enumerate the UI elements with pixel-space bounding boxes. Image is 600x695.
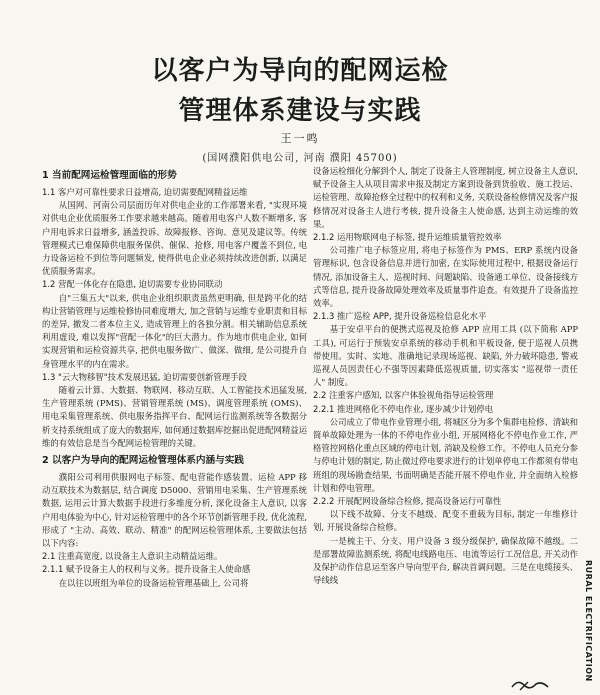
paragraph: 基于安卓平台的便携式巡视及抢修 APP 应用工具 (以下简称 APP 工具), 可运行于预装安卓系统的移动手机和平板设备, 便于巡视人员携带使用。实时、实地、准确地记录现场巡视、缺陷, 外力破坏隐患, 警戒巡视人员因责任心不强等因素降低巡视质量, 切实落实 "巡视带一责任人" 制度。 (313, 324, 578, 388)
paragraph: 在以往以班组为单位的设备运检管理基础上, 公司将 (58, 577, 249, 588)
section-heading: 1 当前配网运检管理面临的形势 (42, 170, 177, 181)
author: 王一鸣 (280, 132, 320, 145)
right-column (313, 165, 578, 588)
section-heading: 2.1.3 推广巡检 APP, 提升设备巡检信息化水平 (313, 311, 487, 322)
paragraph: 公司成立了带电作业管理小组, 将城区分为多个集群电检修、清缺和简单故障处理为一体的不停电作业小组, 开展网格化不停电作业工作, 严格管控网格化重点区域的停电计划, 消缺及检修工作。不停电人员充分参与停电计划的制定, 防止微过停电要求进行的计划单停电工作都须有带电班组的现场勘查结果, 书面明确是否能开展不停电作业, 并全面纳入检修计划和停电管理。 (313, 416, 578, 493)
affiliation: (国网濮阳供电公司, 河南 濮阳 45700) (202, 153, 398, 164)
paragraph: 随着云计算、大数据、物联网、移动互联、人工智能技术迅猛发展, 生产管理系统 (PMS)、营销管理系统 (MS)、调度管理系统 (OMS)、用电采集管理系统、供电服务指挥平台、配网运行监测系统等各数据分析支持系统组成了庞大的数据库, 如何通过数据库挖掘出促进配网精益运维的有效信息是当今配网运检管理的关键。 (42, 385, 307, 448)
paragraph: 自"三集五大"以来, 供电企业组织职责虽然更明确, 但是跨平化的结构让营销管理与运维检修协同难度增大, 加之营销与运维专业职责和目标的差异, 撤发二者本位主义, 造成管理上的各独分割。相关辅助信息系统利用虚设, 难以发挥"营配一体化"的巨大潜力。作为地市供电企业, 如何实现营销和运检资源共享, 把供电服务做广、做深、做细, 是公司提升自身管理水平的内在需求。 (42, 292, 307, 369)
paragraph: 以下线不故障、分支不越级、配变不重载为目标, 制定一年维修计划, 开展设备综合检修。 (313, 509, 578, 533)
section-heading: 2.2 注重客户感知, 以客户体验视角指导运检管理 (313, 390, 494, 401)
left-column (42, 165, 307, 590)
paragraph: 濮阳公司利用供服网电子标签、配电营能作感装置、运检 APP 移动互联技术为数据层, 结合调度 D5000、营销用电采集、生产管理系统数据, 运用云计算大数据手段进行多维度分析, 深化设备主人意识, 以客户用电体验为中心, 针对运检管理中的各个环节创新管理手段, 优化流程, 形成了 "主动、高效、联动、精准" 的配网运检管理体系, 主要做法包括以下内容: (42, 472, 307, 549)
section-heading: 1.1 客户对可靠性要求日益增高, 迫切需要配网精益运维 (42, 187, 248, 197)
journal-side-label (584, 560, 598, 690)
paper-title-line-1: 以客户为导向的配网运检 (151, 56, 449, 86)
section-heading: 1.2 营配一体化存在隐患, 迫切需要专业协同联动 (42, 279, 223, 290)
paragraph: 从国网、河南公司层面历年对供电企业的工作部署来看, "实现环境对供电企业优质服务工作要求越来越高。随着用电客户人数不断增多, 客户用电诉求日益增多, 涵盖投诉、故障报修、咨询、意见及建议等。传统管理模式已难保障供电服务保供、催保、抢修, 用电客户覆盖不到位, 电力设备运检不到位等问题频发, 使得供电企业必须持续改进创新, 以满足优质服务需求。 (42, 200, 307, 277)
section-heading: 2.1.2 运用物联网电子标签, 提升运维质量管控效率 (313, 232, 502, 243)
section-heading: 2 以客户为导向的配网运检管理体系内涵与实践 (42, 455, 244, 467)
handwritten-mark (510, 675, 550, 693)
paragraph: 一是梳主干、分支、用户设备 3 级分级保护, 确保故障不越级。二是部署故障监测系统, 将配电线路电压、电流等运行工况信息, 开关动作及保护动作信息运至客户导向型平台, 解决首调问题。三是在电缆接头、导线线 (313, 535, 578, 586)
paragraph: 公司推广电子标签应用, 将电子标签作为 PMS、ERP 系统内设备管理标识, 包含设备信息并进行加密, 在实际使用过程中, 根据设备运行情况, 添加设备主人、巡视时间、问题缺陷、设备通工单位、设备接线方式等信息, 提升设备故障处理效率及质量事件追查。有效提升了设备监控效率。 (313, 245, 578, 309)
paper-title-line-2: 管理体系建设与实践 (178, 96, 422, 126)
section-heading: 2.2.1 推进网格化不停电作业, 逐步减少计划停电 (313, 403, 494, 414)
section-heading: 2.2.2 开展配网设备综合检修, 提高设备运行可靠性 (313, 496, 502, 507)
journal-side-label-text: RURAL ELECTRIFICATION (584, 560, 593, 682)
section-heading: 2.1 注重高宽度, 以设备主人意识主动精益运维。 (42, 551, 223, 562)
section-heading: 2.1.1 赋予设备主人的权利与义务。提升设备主人使命感 (42, 564, 251, 575)
section-heading: 1.3 "云大物移智"技术发展迅猛, 迫切需要创新管理手段 (42, 371, 247, 382)
paragraph: 设备运检细化分解到个人, 制定了设备主人管理制度, 树立设备主人意识, 赋予设备主人从项目需求申报及制定方案到设备到货验收、施工投运、运检管理、故障抢修全过程中的权利和义务, 关联设备检修情况及客户报修情况对设备主人进行考核, 提升设备主人使命感, 达到主动运维的效果。 (313, 166, 578, 229)
